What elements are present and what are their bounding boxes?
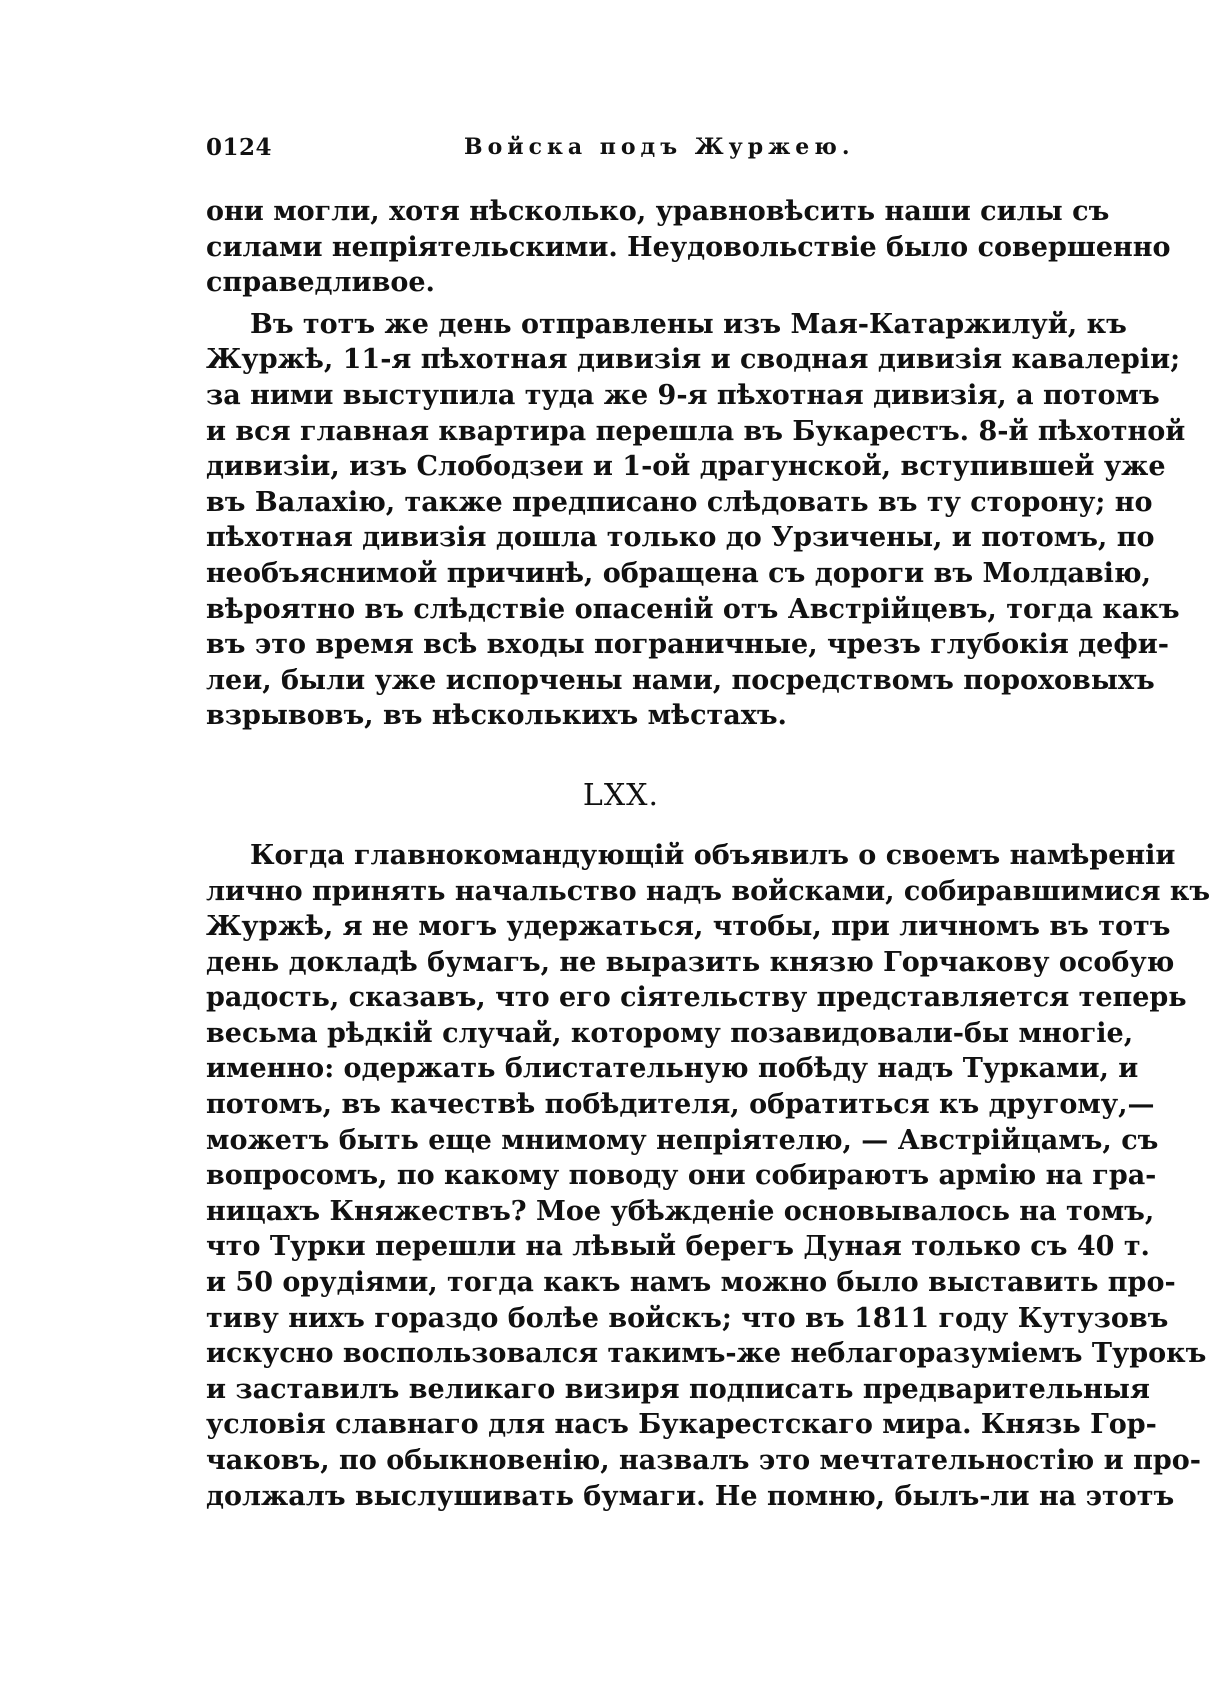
text-line: дивизіи, изъ Слободзеи и 1-ой драгунской, вступившей уже <box>206 451 1166 483</box>
running-title: Войска подъ Журжею. <box>464 134 855 160</box>
text-line: Когда главнокомандующій объявилъ о своемъ намѣреніи <box>250 839 1176 871</box>
text-line: чаковъ, по обыкновенію, назвалъ это мечтательностію и про- <box>206 1445 1201 1476</box>
text-line: силами непріятельскими. Неудовольствіе было совершенно <box>206 231 1171 263</box>
page-body <box>206 194 1210 1514</box>
text-line: должалъ выслушивать бумаги. Не помню, былъ-ли на этотъ <box>206 1480 1175 1512</box>
text-line: ницахъ Княжествъ? Мое убѣжденіе основывалось на томъ, <box>206 1195 1155 1227</box>
text-line: и 50 орудіями, тогда какъ намъ можно было выставить про- <box>206 1267 1176 1299</box>
paragraph-1 <box>206 194 1171 301</box>
paragraph-3 <box>206 838 1210 1514</box>
text-line: и заставилъ великаго визиря подписать предварительныя <box>206 1373 1150 1405</box>
text-line: день докладѣ бумагъ, не выразить князю Горчакову особую <box>206 946 1175 978</box>
page-number: 0124 <box>206 134 273 161</box>
text-line: радость, сказавъ, что его сіятельству представляется теперь <box>206 982 1187 1014</box>
text-line: условія славнаго для насъ Букарестскаго мира. Князь Гор- <box>206 1409 1157 1441</box>
text-line: искусно воспользовался такимъ-же неблагоразуміемъ Турокъ <box>206 1338 1207 1370</box>
text-line: потомъ, въ качествѣ побѣдителя, обратиться къ другому,— <box>206 1089 1155 1121</box>
text-line: тиву нихъ гораздо болѣе войскъ; что въ 1811 году Кутузовъ <box>206 1302 1169 1334</box>
text-line: вопросомъ, по какому поводу они собираютъ армію на гра- <box>206 1160 1157 1192</box>
text-line: Въ тотъ же день отправлены изъ Мая-Катаржилуй, къ <box>250 308 1127 340</box>
text-line: леи, были уже испорчены нами, посредствомъ пороховыхъ <box>206 664 1155 696</box>
text-line: что Турки перешли на лѣвый берегъ Дуная только съ 40 т. <box>206 1231 1150 1263</box>
text-line: весьма рѣдкій случай, которому позавидовали-бы многіе, <box>206 1017 1134 1049</box>
text-line: пѣхотная дивизія дошла только до Урзичены, и потомъ, по <box>206 522 1155 554</box>
text-line: за ними выступила туда же 9-я пѣхотная дивизія, а потомъ <box>206 379 1160 411</box>
text-line: Журжѣ, я не могъ удержаться, чтобы, при личномъ въ тотъ <box>206 911 1171 943</box>
text-line: въ это время всѣ входы пограничные, чрезъ глубокія дефи- <box>206 629 1169 661</box>
paragraph-2 <box>206 307 1186 734</box>
text-line: взрывовъ, въ нѣсколькихъ мѣстахъ. <box>206 700 787 732</box>
text-line: именно: одержать блистательную побѣду надъ Турками, и <box>206 1053 1139 1085</box>
section-heading: LXX. <box>582 777 660 813</box>
page-header <box>206 128 855 168</box>
text-line: справедливое. <box>206 267 435 299</box>
text-line: въ Валахію, также предписано слѣдовать въ ту сторону; но <box>206 486 1153 518</box>
text-line: необъяснимой причинѣ, обращена съ дороги въ Молдавію, <box>206 557 1151 589</box>
text-line: можетъ быть еще мнимому непріятелю, — Австрійцамъ, съ <box>206 1124 1159 1156</box>
text-line: Журжѣ, 11-я пѣхотная дивизія и сводная дивизія кавалеріи; <box>206 344 1181 376</box>
text-line: они могли, хотя нѣсколько, уравновѣсить наши силы съ <box>206 196 1110 227</box>
text-line: и вся главная квартира перешла въ Букарестъ. 8-й пѣхотной <box>206 415 1186 447</box>
text-line: вѣроятно въ слѣдствіе опасеній отъ Австрійцевъ, тогда какъ <box>206 593 1180 625</box>
text-line: лично принять начальство надъ войсками, собиравшимися къ <box>206 875 1210 907</box>
